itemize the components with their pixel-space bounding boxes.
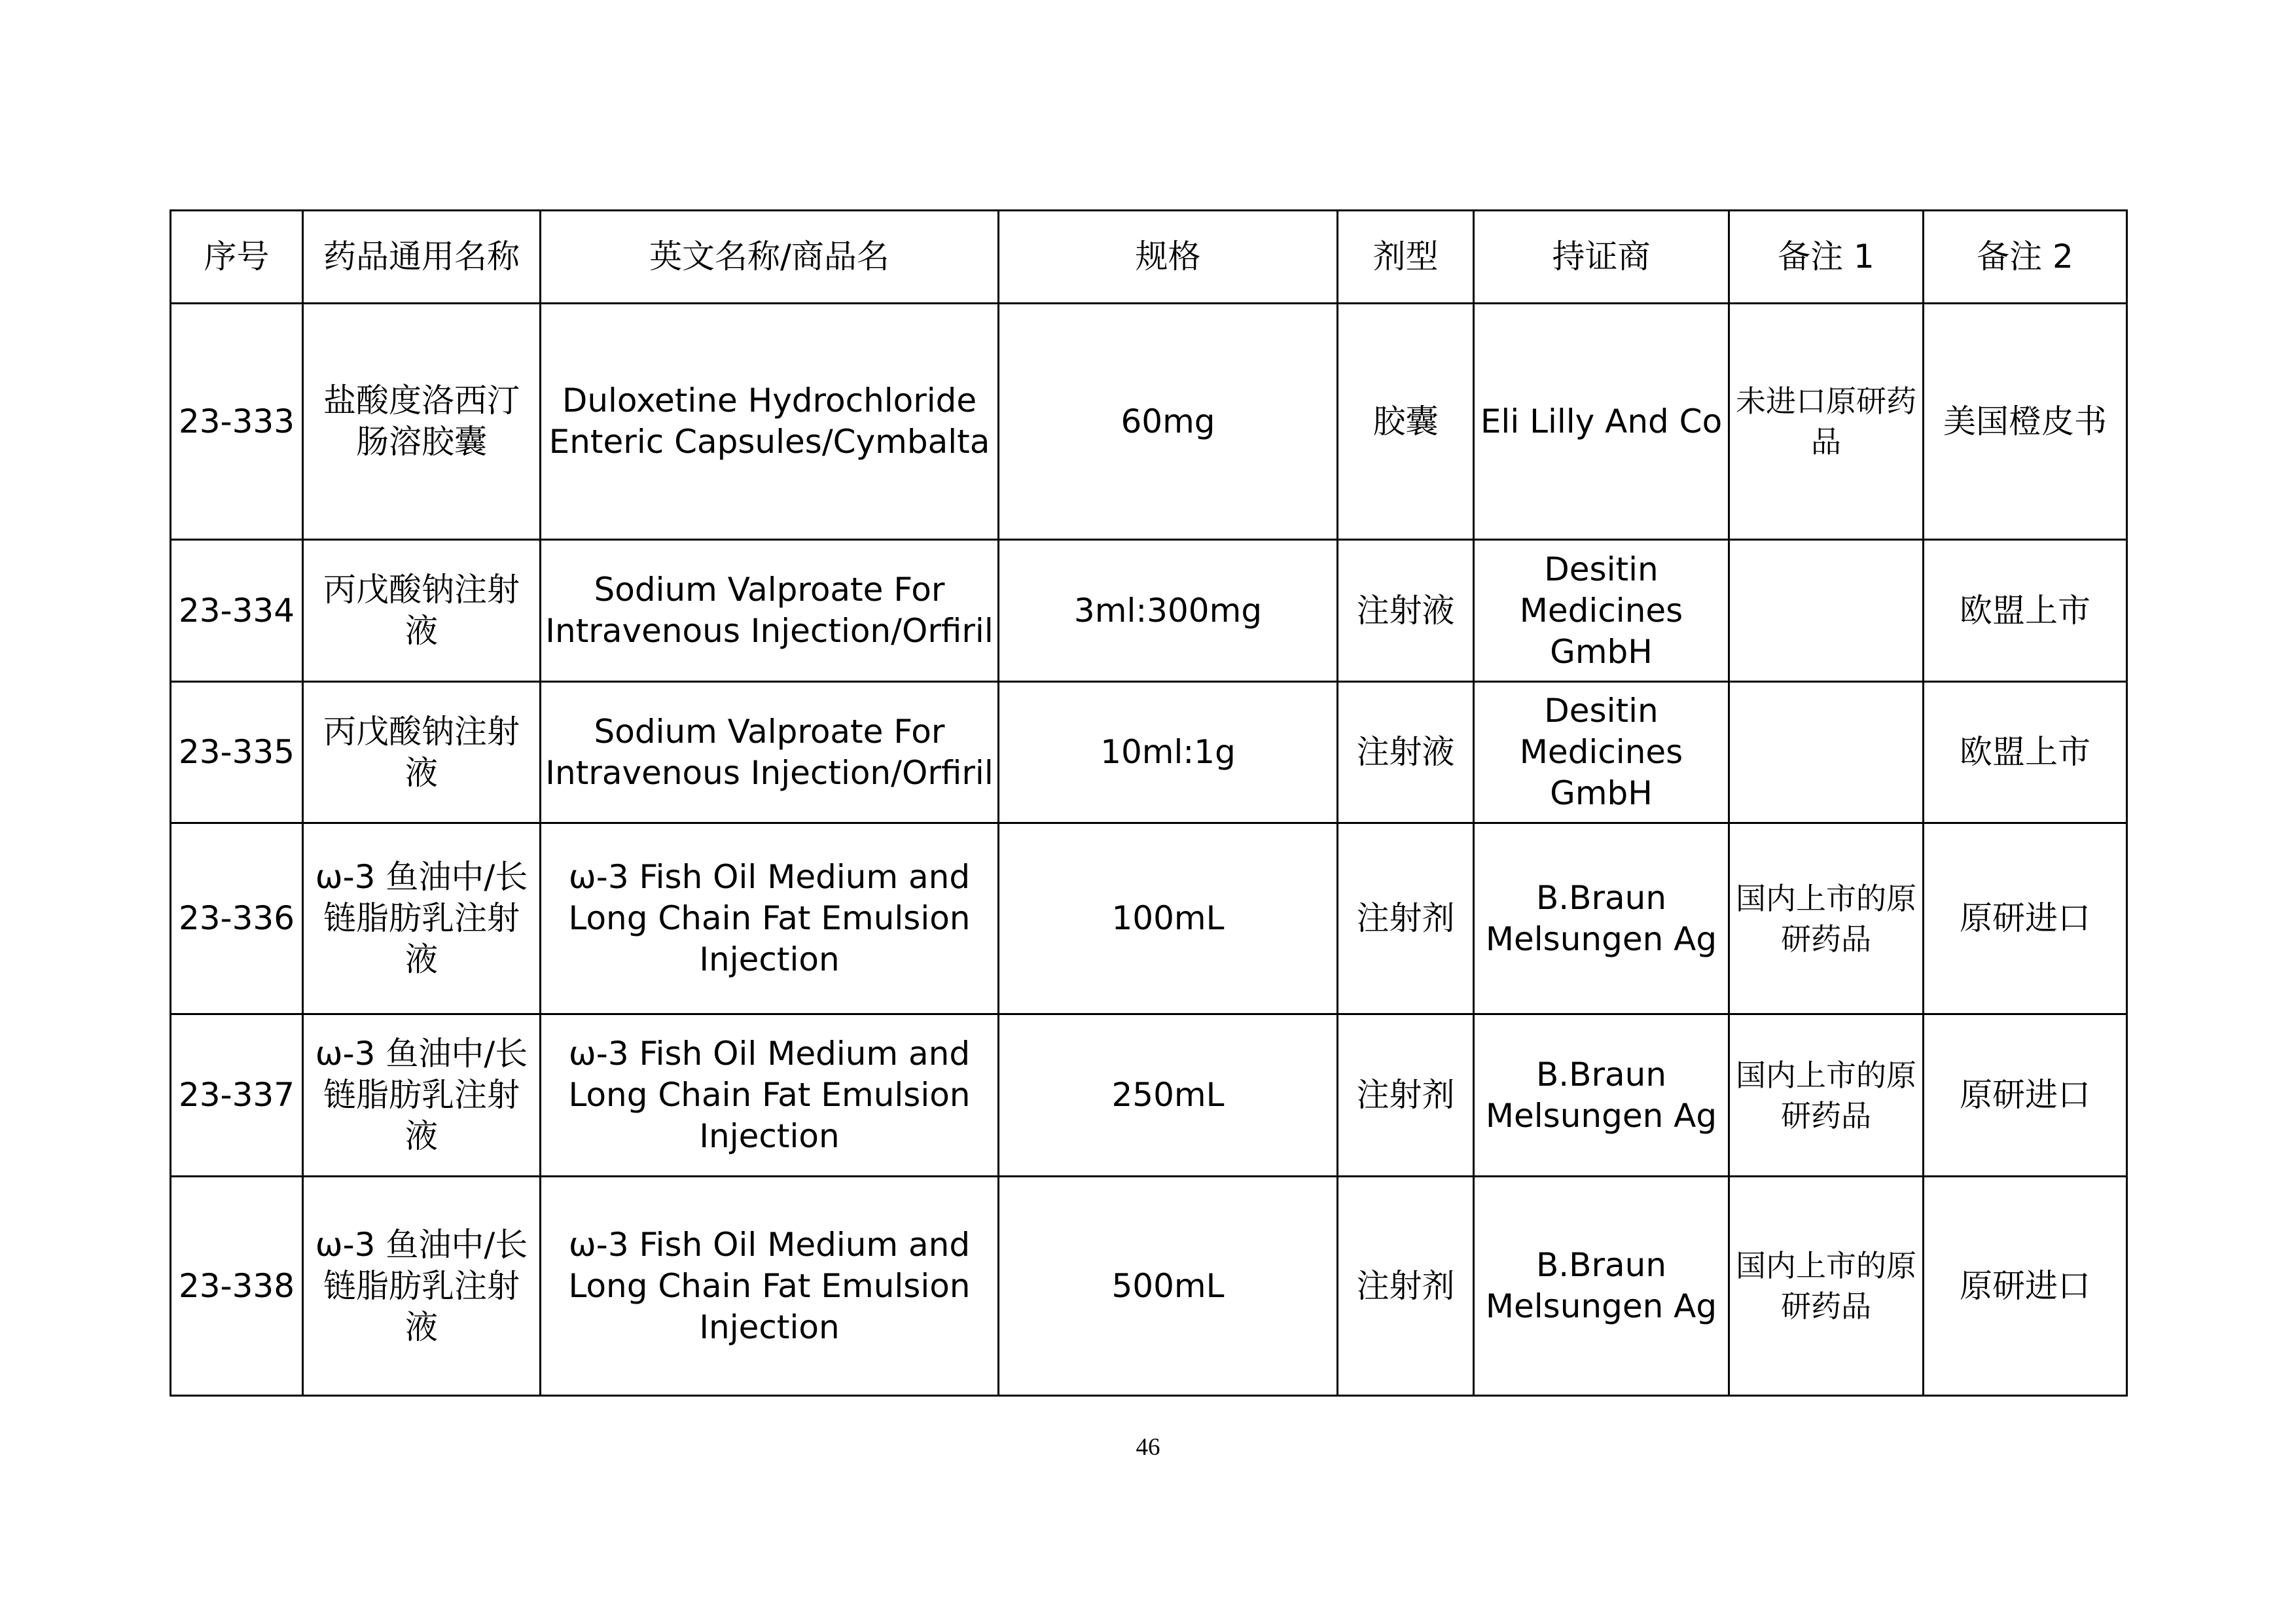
cell-form: 胶囊 — [1338, 304, 1474, 540]
cell-generic-name: ω-3 鱼油中/长链脂肪乳注射液 — [303, 1177, 541, 1396]
cell-english-name: Sodium Valproate For Intravenous Injection/Orfiril — [541, 540, 999, 682]
cell-english-name: Duloxetine Hydrochloride Enteric Capsules/Cymbalta — [541, 304, 999, 540]
cell-generic-name: ω-3 鱼油中/长链脂肪乳注射液 — [303, 1014, 541, 1177]
cell-holder: Desitin Medicines GmbH — [1474, 540, 1729, 682]
cell-serial: 23-338 — [171, 1177, 303, 1396]
cell-form: 注射液 — [1338, 540, 1474, 682]
table-header-row — [171, 211, 2127, 304]
table-row — [171, 1177, 2127, 1396]
cell-form: 注射剂 — [1338, 823, 1474, 1014]
cell-holder: Eli Lilly And Co — [1474, 304, 1729, 540]
cell-note1: 未进口原研药品 — [1729, 304, 1924, 540]
cell-spec: 3ml:300mg — [999, 540, 1338, 682]
table-row — [171, 682, 2127, 823]
header-cell-generic-name: 药品通用名称 — [303, 211, 541, 304]
cell-note2: 美国橙皮书 — [1924, 304, 2127, 540]
header-cell-note2: 备注 2 — [1924, 211, 2127, 304]
cell-holder: Desitin Medicines GmbH — [1474, 682, 1729, 823]
cell-note2: 原研进口 — [1924, 823, 2127, 1014]
cell-spec: 500mL — [999, 1177, 1338, 1396]
cell-serial: 23-333 — [171, 304, 303, 540]
cell-serial: 23-335 — [171, 682, 303, 823]
cell-note1 — [1729, 682, 1924, 823]
table-row — [171, 304, 2127, 540]
cell-form: 注射液 — [1338, 682, 1474, 823]
cell-note2: 原研进口 — [1924, 1177, 2127, 1396]
cell-spec: 100mL — [999, 823, 1338, 1014]
cell-english-name: ω-3 Fish Oil Medium and Long Chain Fat Emulsion Injection — [541, 823, 999, 1014]
cell-note2: 欧盟上市 — [1924, 540, 2127, 682]
cell-english-name: ω-3 Fish Oil Medium and Long Chain Fat Emulsion Injection — [541, 1014, 999, 1177]
cell-note1: 国内上市的原研药品 — [1729, 1177, 1924, 1396]
table-row — [171, 823, 2127, 1014]
header-cell-form: 剂型 — [1338, 211, 1474, 304]
cell-note2: 欧盟上市 — [1924, 682, 2127, 823]
cell-generic-name: 丙戊酸钠注射液 — [303, 540, 541, 682]
header-cell-holder: 持证商 — [1474, 211, 1729, 304]
cell-english-name: Sodium Valproate For Intravenous Injection/Orfiril — [541, 682, 999, 823]
cell-note2: 原研进口 — [1924, 1014, 2127, 1177]
table-row — [171, 540, 2127, 682]
cell-generic-name: ω-3 鱼油中/长链脂肪乳注射液 — [303, 823, 541, 1014]
cell-form: 注射剂 — [1338, 1014, 1474, 1177]
cell-note1 — [1729, 540, 1924, 682]
header-cell-english-name: 英文名称/商品名 — [541, 211, 999, 304]
cell-holder: B.Braun Melsungen Ag — [1474, 1014, 1729, 1177]
cell-spec: 250mL — [999, 1014, 1338, 1177]
table-row — [171, 1014, 2127, 1177]
cell-serial: 23-334 — [171, 540, 303, 682]
cell-spec: 10ml:1g — [999, 682, 1338, 823]
header-cell-serial: 序号 — [171, 211, 303, 304]
cell-form: 注射剂 — [1338, 1177, 1474, 1396]
page-number: 46 — [1136, 1434, 1160, 1461]
header-cell-spec: 规格 — [999, 211, 1338, 304]
cell-note1: 国内上市的原研药品 — [1729, 1014, 1924, 1177]
cell-serial: 23-337 — [171, 1014, 303, 1177]
cell-holder: B.Braun Melsungen Ag — [1474, 823, 1729, 1014]
cell-english-name: ω-3 Fish Oil Medium and Long Chain Fat Emulsion Injection — [541, 1177, 999, 1396]
cell-spec: 60mg — [999, 304, 1338, 540]
cell-generic-name: 盐酸度洛西汀肠溶胶囊 — [303, 304, 541, 540]
cell-generic-name: 丙戊酸钠注射液 — [303, 682, 541, 823]
header-cell-note1: 备注 1 — [1729, 211, 1924, 304]
cell-serial: 23-336 — [171, 823, 303, 1014]
drug-list-table — [170, 209, 2128, 1397]
cell-note1: 国内上市的原研药品 — [1729, 823, 1924, 1014]
cell-holder: B.Braun Melsungen Ag — [1474, 1177, 1729, 1396]
